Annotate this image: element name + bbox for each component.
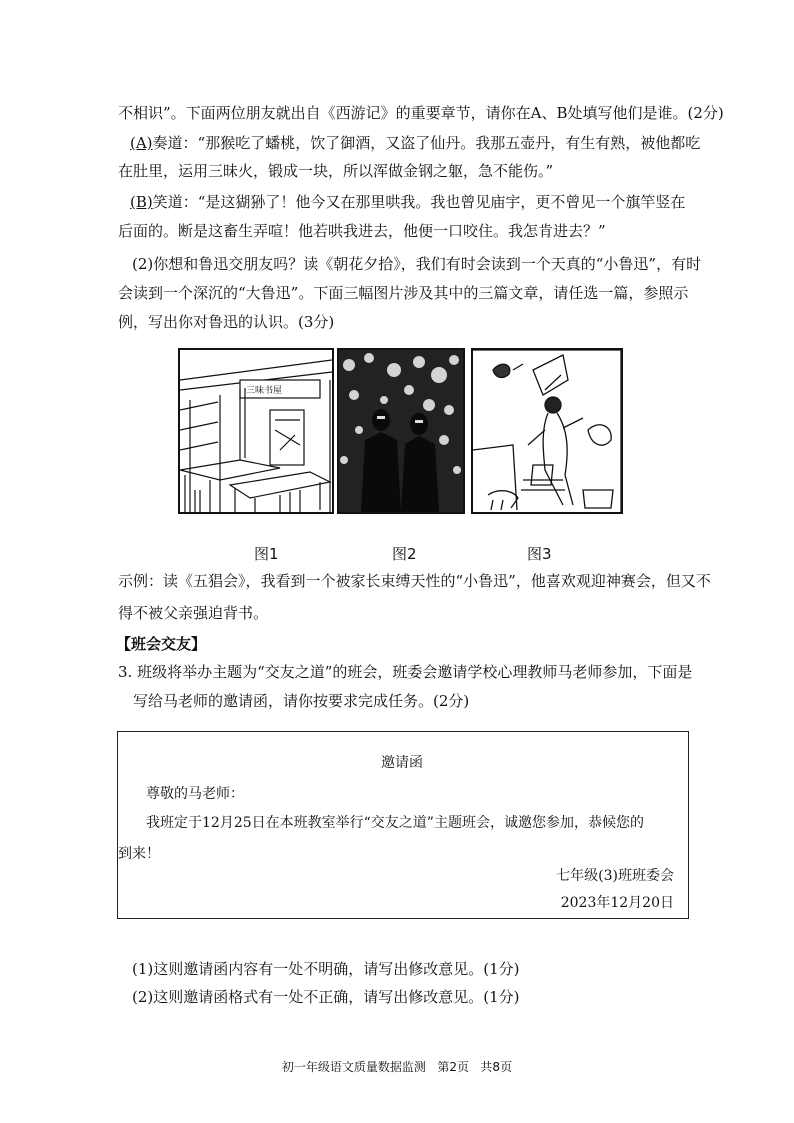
invitation-body-line2: 到来！	[118, 846, 160, 862]
figure-3-caption: 图3	[527, 545, 552, 563]
classroom-illustration	[180, 350, 332, 512]
example-line2: 得不被父亲强迫背书。	[118, 604, 269, 622]
q3-subquestion-1: (1)这则邀请函内容有一处不明确，请写出修改意见。(1分)	[132, 960, 520, 978]
q2-intro-line: 不相识”。下面两位朋友就出自《西游记》的重要章节，请你在A、B处填写他们是谁。(2分)	[118, 104, 724, 122]
q3-line2: 写给马老师的邀请函，请你按要求完成任务。(2分)	[133, 692, 470, 710]
figure-2-photo	[337, 348, 465, 514]
q3-line1: 3. 班级将举办主题为“交友之道”的班会，班委会邀请学校心理教师马老师参加，下面是	[118, 663, 693, 681]
a-quote-line1: 奏道：“那猴吃了蟠桃，饮了御酒，又盗了仙丹。我那五壶丹，有生有熟，被他都吃	[152, 134, 701, 152]
q2-part2-line2: 会读到一个深沉的“大鲁迅”。下面三幅图片涉及其中的三篇文章，请任选一篇，参照示	[118, 284, 689, 302]
section-title: 【班会交友】	[116, 635, 207, 653]
q2-a-line2: 在肚里，运用三昧火，锻成一块，所以浑做金钢之躯，急不能伤。”	[118, 162, 554, 180]
figure-1-classroom	[178, 348, 334, 514]
figure-3-drawing	[471, 348, 623, 514]
b-quote-line1: 笑道：“是这猢狲了！他今又在那里哄我。我也曾见庙宇，更不曾见一个旗竿竖在	[152, 193, 686, 211]
q2-b-line2: 后面的。断是这畜生弄喧！他若哄我进去，他便一口咬住。我怎肯进去？”	[118, 222, 606, 240]
page-footer: 初一年级语文质量数据监测 第2页 共8页	[281, 1060, 513, 1074]
invitation-signature: 七年级(3)班班委会	[556, 868, 674, 884]
example-line1: 示例：读《五猖会》，我看到一个被家长束缚天性的“小鲁迅”，他喜欢观迎神赛会，但又不	[118, 572, 711, 590]
figure-2-caption: 图2	[392, 545, 417, 563]
drawing-illustration	[473, 350, 621, 512]
q2-a-line1	[130, 133, 700, 153]
fig1-sign-text: 三味书屋	[246, 386, 283, 396]
invitation-salutation: 尊敬的马老师：	[146, 786, 244, 802]
invitation-date: 2023年12月20日	[560, 895, 674, 911]
q2-b-line1	[130, 192, 685, 212]
invitation-title: 邀请函	[381, 755, 423, 771]
invitation-letter	[117, 731, 689, 919]
q2-part2-line3: 例，写出你对鲁迅的认识。(3分)	[118, 313, 335, 331]
invitation-body-line1: 我班定于12月25日在本班教室举行“交友之道”主题班会，诚邀您参加，恭候您的	[146, 815, 644, 831]
q2-part2-line1: (2)你想和鲁迅交朋友吗？读《朝花夕拾》，我们有时会读到一个天真的“小鲁迅”，有时	[132, 255, 702, 273]
figure-1-caption: 图1	[254, 545, 279, 563]
photo-illustration	[339, 350, 463, 512]
q3-subquestion-2: (2)这则邀请函格式有一处不正确，请写出修改意见。(1分)	[132, 988, 520, 1006]
answer-blank-a: (A)	[130, 134, 153, 152]
answer-blank-b: (B)	[130, 193, 153, 211]
